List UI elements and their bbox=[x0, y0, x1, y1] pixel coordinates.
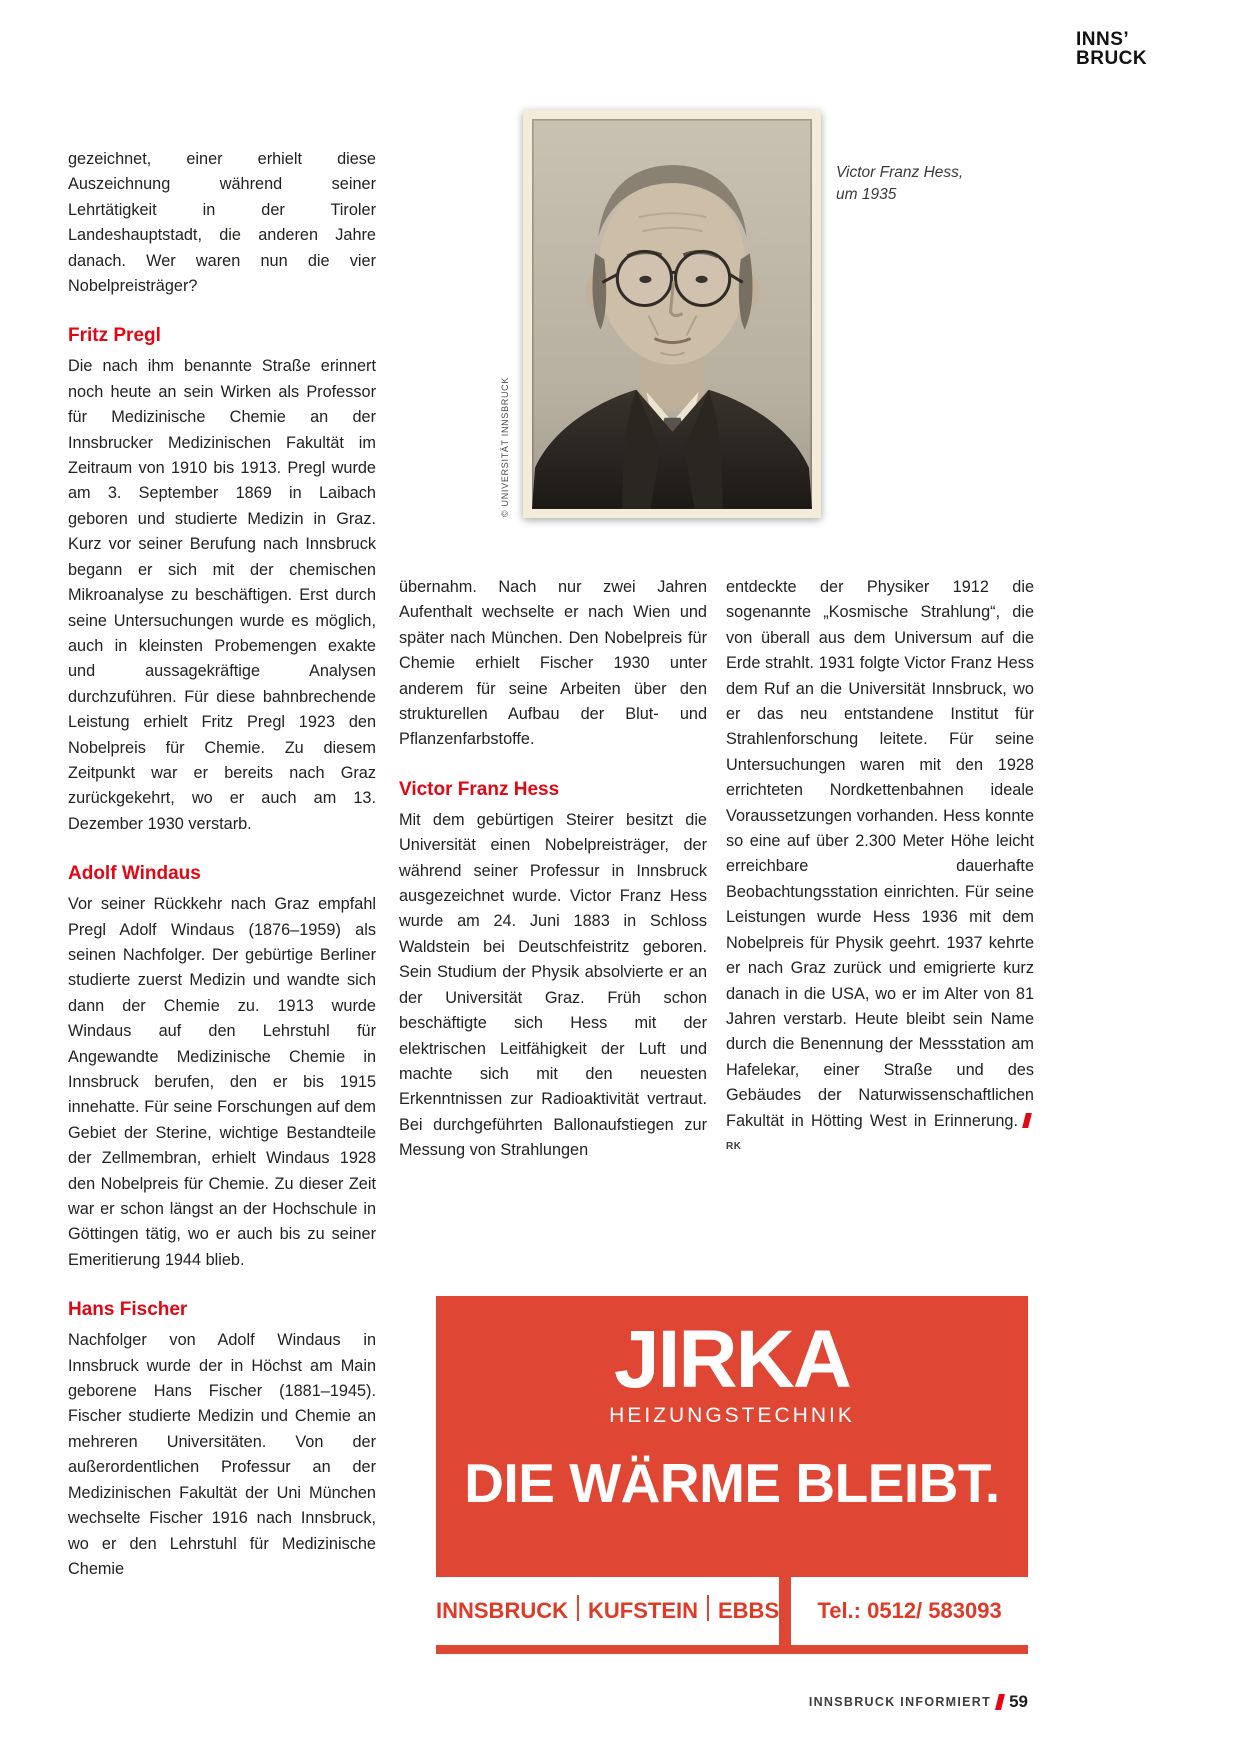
ad-bottom-row bbox=[436, 1577, 1028, 1645]
author-initials: RK bbox=[726, 1140, 742, 1152]
footer-magazine-name: INNSBRUCK INFORMIERT bbox=[808, 1695, 992, 1709]
jirka-advertisement bbox=[436, 1296, 1028, 1654]
page-footer bbox=[809, 1692, 1028, 1712]
section-title-hans-fischer: Hans Fischer bbox=[68, 1299, 188, 1321]
footer-page-number: 59 bbox=[1009, 1692, 1028, 1711]
adolf-windaus-paragraph: Vor seiner Rückkehr nach Graz empfahl Pregl Adolf Windaus (1876–1959) als seinen Nachfolger. Der gebürtige Berliner studierte zuerst Medizin und wandte sich dann der Chemie zu. 1913 wurde Windaus auf den Lehrstuhl für Angewandte Medizinische Chemie in Innsbruck berufen, den er bis 1915 innehatte. Für seine Forschungen auf dem Gebiet der Sterine, wichtige Bestandteile der Zellmembran, erhielt Windaus 1928 den Nobelpreis für Chemie. Zu dieser Zeit war er schon längst an der Hochschule in Göttingen tätig, wo er auch bis zu seiner Emeritierung 1944 blieb. bbox=[68, 895, 376, 1269]
photo-caption-line-1: Victor Franz Hess, bbox=[836, 164, 964, 181]
photo-credit: © UNIVERSITÄT INNSBRUCK bbox=[500, 376, 510, 517]
hans-fischer-paragraph-col2: übernahm. Nach nur zwei Jahren Aufenthalt wechselte er nach Wien und später nach München. Den Nobelpreis für Chemie erhielt Fischer 1930 unter anderem für seine Arbeiten über den strukturellen Aufbau der Blut- und Pflanzenfarbstoffe. bbox=[399, 578, 707, 749]
portrait-photo bbox=[523, 110, 821, 518]
ad-subtitle: HEIZUNGSTECHNIK bbox=[609, 1404, 855, 1427]
ad-location-kufstein: KUFSTEIN bbox=[588, 1598, 698, 1623]
logo-line-1: INNS’ bbox=[1076, 29, 1130, 50]
fritz-pregl-paragraph: Die nach ihm benannte Straße erinnert noch heute an sein Wirken als Professor für Medizinische Chemie an der Innsbrucker Medizinischen Fakultät im Zeitraum von 1910 bis 1913. Pregl wurde am 3. September 1869 in Laibach geboren und studierte Medizin in Graz. Kurz vor seiner Berufung nach Innsbruck begann er sich mit der chemischen Mikroanalyse zu beschäftigen. Erst durch seine Untersuchungen wurde es möglich, auch in kleinsten Probemengen exakte und aussagekräftige Analysen durchzuführen. Für diese bahnbrechende Leistung erhielt Fritz Pregl 1923 den Nobelpreis für Chemie. Zu diesem Zeitpunkt war er bereits nach Graz zurückgekehrt, wo er auch am 13. Dezember 1930 verstarb. bbox=[68, 357, 376, 833]
victor-franz-hess-portrait bbox=[532, 119, 812, 509]
logo-line-2: BRUCK bbox=[1076, 48, 1148, 69]
photo-caption-line-2: um 1935 bbox=[836, 186, 897, 203]
intro-paragraph: gezeichnet, einer erhielt diese Auszeichnung während seiner Lehrtätigkeit in der Tiroler Landeshauptstadt, die anderen Jahre danach. Wer waren nun die vier Nobelpreisträger? bbox=[68, 150, 376, 296]
article-end-slash-icon bbox=[1022, 1113, 1032, 1128]
article-column-2 bbox=[399, 575, 707, 1164]
section-title-adolf-windaus: Adolf Windaus bbox=[68, 863, 201, 885]
hans-fischer-paragraph-col1: Nachfolger von Adolf Windaus in Innsbruck wurde der in Höchst am Main geborene Hans Fischer (1881–1945). Fischer studierte Medizin und Chemie an mehreren Universitäten. Von der außerordentlichen Professur an der Medizinischen Fakultät der Uni München wechselte Fischer 1916 nach Innsbruck, wo er den Lehrstuhl für Medizinische Chemie bbox=[68, 1331, 376, 1578]
location-divider-icon bbox=[577, 1595, 579, 1621]
ad-phone-number: Tel.: 0512/ 583093 bbox=[817, 1598, 1002, 1623]
ad-brand-name: JIRKA bbox=[613, 1314, 851, 1405]
ad-location-innsbruck: INNSBRUCK bbox=[436, 1598, 568, 1623]
photo-caption bbox=[836, 162, 963, 206]
victor-hess-paragraph-col3 bbox=[726, 575, 1034, 1163]
article-column-3 bbox=[726, 575, 1034, 1163]
location-divider-icon bbox=[707, 1595, 709, 1621]
victor-hess-paragraph-col2: Mit dem gebürtigen Steirer besitzt die Universität einen Nobelpreisträger, der während seiner Professur in Innsbruck ausgezeichnet wurde. Victor Franz Hess wurde am 24. Juni 1883 in Schloss Waldstein bei Deutschfeistritz geboren. Sein Studium der Physik absolvierte er an der Universität Graz. Früh schon beschäftigte sich Hess mit der elektrischen Leitfähigkeit der Luft und machte sich mit den neuesten Erkenntnissen zur Radioaktivität vertraut. Bei durchgeführten Ballonaufstiegen zur Messung von Strahlungen bbox=[399, 810, 707, 1160]
ad-phone-box bbox=[791, 1577, 1028, 1645]
ad-locations-box bbox=[436, 1577, 779, 1645]
innsbruck-logo bbox=[1076, 30, 1147, 68]
ad-slogan: DIE WÄRME BLEIBT. bbox=[464, 1452, 1000, 1514]
section-title-victor-franz-hess: Victor Franz Hess bbox=[399, 778, 560, 800]
ad-location-ebbs: EBBS bbox=[718, 1598, 780, 1623]
victor-hess-text-col3: entdeckte der Physiker 1912 die sogenannte „Kosmische Strahlung“, die von überall aus dem Universum auf die Erde strahlt. 1931 folgte Victor Franz Hess dem Ruf an die Universität Innsbruck, wo er das neu entstandene Institut für Strahlenforschung leitete. Für seine Untersuchungen waren mit den 1928 errichteten Nordkettenbahnen ideale Voraussetzungen vorhanden. Hess konnte so eine auf über 2.300 Meter Höhe leicht erreichbare dauerhafte Beobachtungsstation einrichten. Für seine Leistungen wurde Hess 1936 mit dem Nobelpreis für Physik geehrt. 1937 kehrte er nach Graz zurück und emigrierte kurz danach in die USA, wo er im Alter von 81 Jahren verstarb. Heute bleibt sein Name durch die Benennung der Messstation am Hafelekar, einer Straße und des Gebäudes der Naturwissenschaftlichen Fakultät in Hötting West in Erinnerung. bbox=[726, 578, 1034, 1130]
article-column-1 bbox=[68, 147, 376, 1582]
footer-slash-icon bbox=[995, 1694, 1005, 1710]
section-title-fritz-pregl: Fritz Pregl bbox=[68, 325, 161, 347]
